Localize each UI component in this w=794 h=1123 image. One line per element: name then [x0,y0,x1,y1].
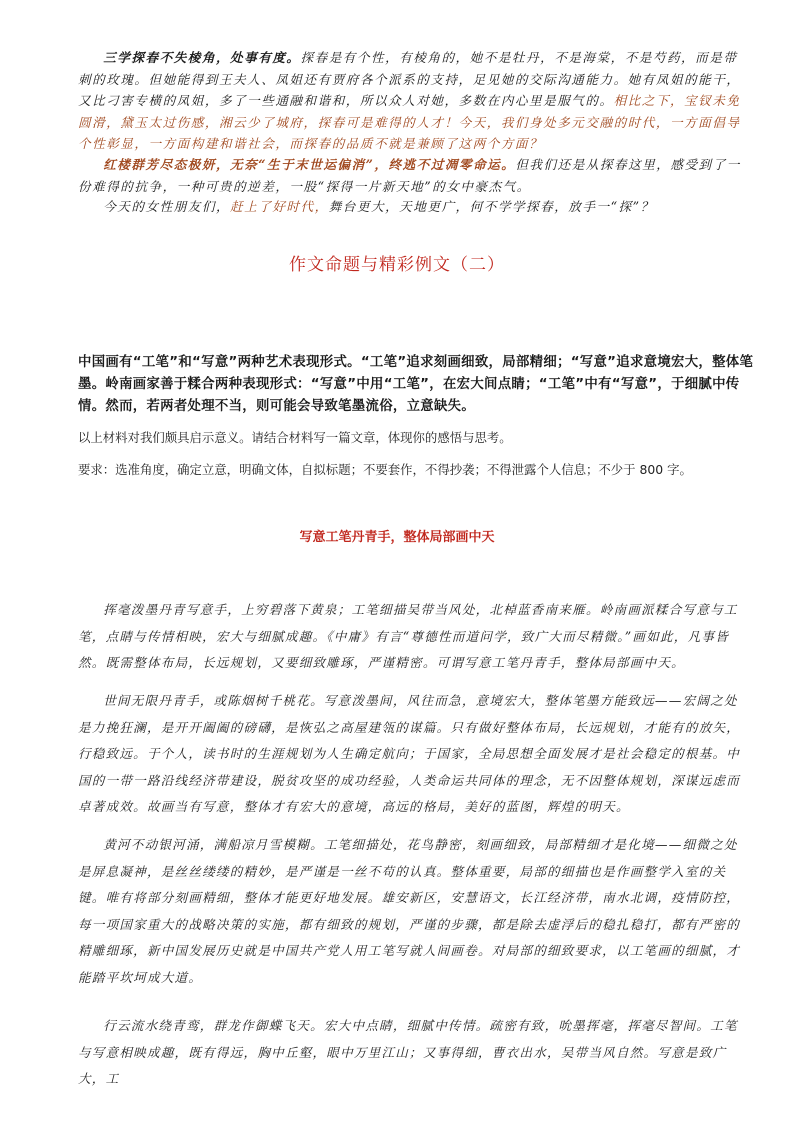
highlighted-text: 相比之下，宝钗未免圆滑，黛玉太过伤感，湘云少了城府，探春可是难得的人才！今天，我们身处多元交融的时代，一方面倡导个性彰显，一方面构建和谐社会，而探春的品质不就是兼顾了这两个方面？ [78,93,741,151]
story-paragraph-2 [78,154,750,197]
prompt-requirements: 要求：选准角度，确定立意，明确文体，自拟标题；不要套作，不得抄袭；不得泄露个人信息；不少于 800 字。 [78,462,692,477]
paragraph-text: 舞台更大，天地更广，何不学学探春，放手一“探”？ [328,199,655,214]
section-title: 作文命题与精彩例文（二） [289,255,505,275]
essay-title: 写意工笔丹青手，整体局部画中天 [299,530,495,545]
paragraph-text: 探春是有个性，有棱角的，她不是牡丹，不是海棠，不是芍药，而是带刺的玫瑰。但她能得到王夫人、凤姐还有贾府各个派系的支持，足见她的交际沟通能力。她有凤姐的能干，又比刁害专横的凤姐，多了一些通融和谐和，所以众人对她，多数在内心里是服气的。 [78,50,741,108]
paragraph-text: 但我们还是从探春这里，感受到了一份难得的抗争，一种可贵的逆差，一股“探得一片新天地”的女中豪杰气。 [78,157,741,194]
highlighted-text: 赶上了好时代， [230,199,329,214]
prompt-material: 中国画有“工笔”和“写意”两种艺术表现形式。“工笔”追求刻画细致，局部精细；“写意”追求意境宏大，整体笔墨。岭南画家善于糅合两种表现形式：“写意”中用“工笔”，在宏大间点睛；“工笔”中有“写意”，于细腻中传情。然而，若两者处理不当，则可能会导致笔墨流俗，立意缺失。 [78,355,754,414]
story-paragraph-1 [78,47,750,155]
story-paragraph-3 [78,196,750,218]
prompt-instruction: 以上材料对我们颇具启示意义。请结合材料写一篇文章，体现你的感悟与思考。 [78,430,512,445]
essay-paragraph-1: 挥毫泼墨丹青写意手，上穷碧落下黄泉；工笔细描吴带当风处，北棹蓝香南来雁。岭南画派糅合写意与工笔，点睛与传情相映，宏大与细腻成趣。《中庸》有言“尊德性而道问学，致广大而尽精微。”画如此，凡事皆然。既需整体布局，长远规划，又要细致雕琢，严谨精密。可谓写意工笔丹青手，整体局部画中天。 [78,602,738,670]
essay-paragraph-3: 黄河不动银河涌，满船凉月雪模糊。工笔细描处，花鸟静密，刻画细致，局部精细才是化境——细微之处是屏息凝神，是丝丝缕缕的精妙，是严谨是一丝不苟的认真。整体重要，局部的细描也是作画整学入室的关键。唯有将部分刻画精细，整体才能更好地发展。雄安新区，安慧语文，长江经济带，南水北调，疫情防控，每一项国家重大的战略决策的实施，都有细致的规划，严谨的步骤，都是除去虚浮后的稳扎稳打，都有严密的精雕细琢，新中国发展历史就是中国共产党人用工笔写就人间画卷。对局部的细致要求，以工笔画的细腻，才能踏平坎坷成大道。 [78,837,741,985]
essay-paragraph-2: 世间无限丹青手，或陈烟树千桃花。写意泼墨间，风往而急，意境宏大，整体笔墨方能致远——宏阔之处是力挽狂澜，是开开阖阖的磅礴，是恢弘之高屋建瓴的谋篇。只有做好整体布局，长远规划，才能有的放矢，行稳致远。于个人，读书时的生涯规划为人生确定航向；于国家，全局思想全面发展才是社会稳定的根基。中国的一带一路沿线经济带建设，脱贫攻坚的成功经验，人类命运共同体的理念，无不因整体规划，深谋远虑而卓著成效。故画当有写意，整体才有宏大的意境，高远的格局，美好的蓝图，辉煌的明天。 [78,693,741,814]
paragraph-heading: 三学探春不失棱角，处事有度。 [103,50,301,65]
highlighted-heading: 红楼群芳尽态极妍，无奈“生于末世运偏消”，终逃不过凋零命运。 [103,157,516,172]
essay-paragraph-4: 行云流水绕青鸾，群龙作御蝶飞天。宏大中点睛，细腻中传情。疏密有致，吮墨挥毫，挥毫尽智间。工笔与写意相映成趣，既有得远，胸中丘壑，眼中万里江山；又事得细，曹衣出水，吴带当风自然。写意是致广大，工 [78,1018,738,1086]
paragraph-text: 今天的女性朋友们， [103,199,231,214]
